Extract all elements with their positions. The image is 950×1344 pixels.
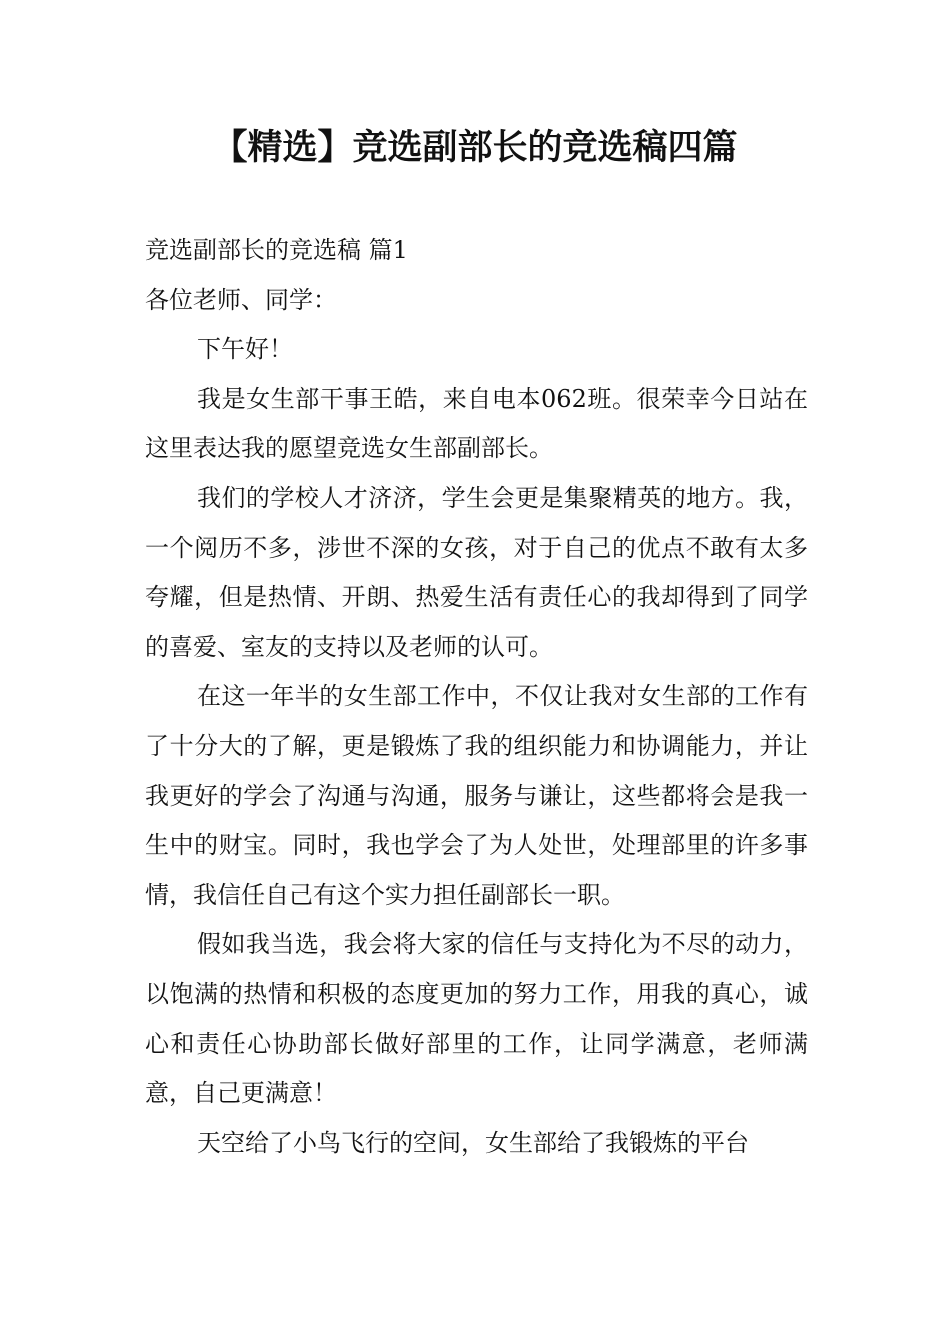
paragraph-introduction: 我是女生部干事王皓，来自电本062班。很荣幸今日站在这里表达我的愿望竞选女生部副部长。	[145, 384, 808, 463]
paragraph-self-description: 我们的学校人才济济，学生会更是集聚精英的地方。我，一个阅历不多，涉世不深的女孩，对于自己的优点不敢有太多夸耀，但是热情、开朗、热爱生活有责任心的我却得到了同学的喜爱、室友的支持以及老师的认可。	[145, 483, 808, 661]
salutation: 各位老师、同学：	[145, 285, 337, 314]
paragraph-greeting: 下午好！	[197, 335, 293, 364]
paragraph-closing: 天空给了小鸟飞行的空间，女生部给了我锻炼的平台	[197, 1128, 749, 1157]
paragraph-commitment: 假如我当选，我会将大家的信任与支持化为不尽的动力，以饱满的热情和积极的态度更加的努力工作，用我的真心，诚心和责任心协助部长做好部里的工作，让同学满意，老师满意，自己更满意！	[145, 930, 808, 1108]
document-title: 【精选】竞选副部长的竞选稿四篇	[212, 128, 738, 168]
section-heading: 竞选副部长的竞选稿 篇1	[145, 236, 408, 264]
document-body	[145, 226, 808, 1168]
paragraph-experience: 在这一年半的女生部工作中，不仅让我对女生部的工作有了十分大的了解，更是锻炼了我的组织能力和协调能力，并让我更好的学会了沟通与沟通，服务与谦让，这些都将会是我一生中的财宝。同时，我也学会了为人处世，处理部里的许多事情，我信任自己有这个实力担任副部长一职。	[145, 682, 808, 909]
